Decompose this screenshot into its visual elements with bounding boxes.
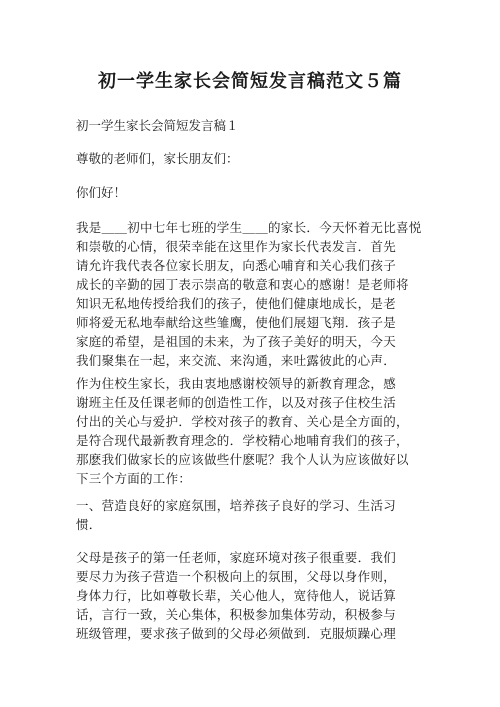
text-line: 是符合现代最新教育理念的．学校精心地哺育我们的孩子，: [76, 433, 409, 448]
text-line: 话，言行一致，关心集体，积极参加集体劳动，积极参与: [76, 607, 397, 622]
salutation: 尊敬的老师们，家长朋友们：: [76, 151, 239, 166]
document-title: 初一学生家长会简短发言稿范文５篇: [98, 71, 402, 92]
text-line: 一、营造良好的家庭氛围，培养孩子良好的学习、生活习: [76, 498, 397, 513]
text-line: 我是＿＿初中七年七班的学生＿＿的家长．今天怀着无比喜悦: [76, 220, 422, 235]
paragraph-introduction: [76, 218, 428, 370]
text-line: 父母是孩子的第一任老师，家庭环境对孩子很重要．我们: [76, 550, 397, 565]
document-subtitle: 初一学生家长会简短发言稿１: [76, 118, 239, 133]
text-line: 付出的关心与爱护．学校对孩子的教育、关心是全方面的，: [76, 414, 409, 429]
text-line: 师将爱无私地奉献给这些雏鹰，使他们展翅飞翔．孩子是: [76, 315, 397, 330]
paragraph-gratitude: [76, 374, 428, 488]
text-line: 班级管理，要求孩子做到的父母必须做到．克服烦躁心理: [76, 626, 397, 641]
text-line: 家庭的希望，是祖国的未来，为了孩子美好的明天，今天: [76, 334, 397, 349]
greeting: 你们好！: [76, 185, 127, 200]
text-line: 惯．: [76, 517, 102, 532]
text-line: 身体力行，比如尊敬长辈，关心他人，宽待他人，说话算: [76, 588, 397, 603]
text-line: 我们聚集在一起，来交流、来沟通，来吐露彼此的心声．: [76, 353, 397, 368]
text-line: 谢班主任及任课老师的创造性工作，以及对孩子住校生活: [76, 395, 397, 410]
text-line: 下三个方面的工作：: [76, 471, 192, 486]
text-line: 成长的辛勤的园丁表示崇高的敬意和衷心的感谢！是老师将: [76, 277, 409, 292]
text-line: 知识无私地传授给我们的孩子，使他们健康地成长，是老: [76, 296, 397, 311]
text-line: 请允许我代表各位家长朋友，向悉心哺育和关心我们孩子: [76, 258, 397, 273]
text-line: 那麽我们做家长的应该做些什麽呢？我个人认为应该做好以: [76, 452, 409, 467]
text-line: 作为住校生家长，我由衷地感谢校领导的新教育理念，感: [76, 376, 397, 391]
section-heading-one: [76, 496, 428, 534]
text-line: 和崇敬的心情，很荣幸能在这里作为家长代表发言．首先: [76, 239, 397, 254]
text-line: 要尽力为孩子营造一个积极向上的氛围，父母以身作则，: [76, 569, 397, 584]
paragraph-family-role: [76, 548, 428, 643]
